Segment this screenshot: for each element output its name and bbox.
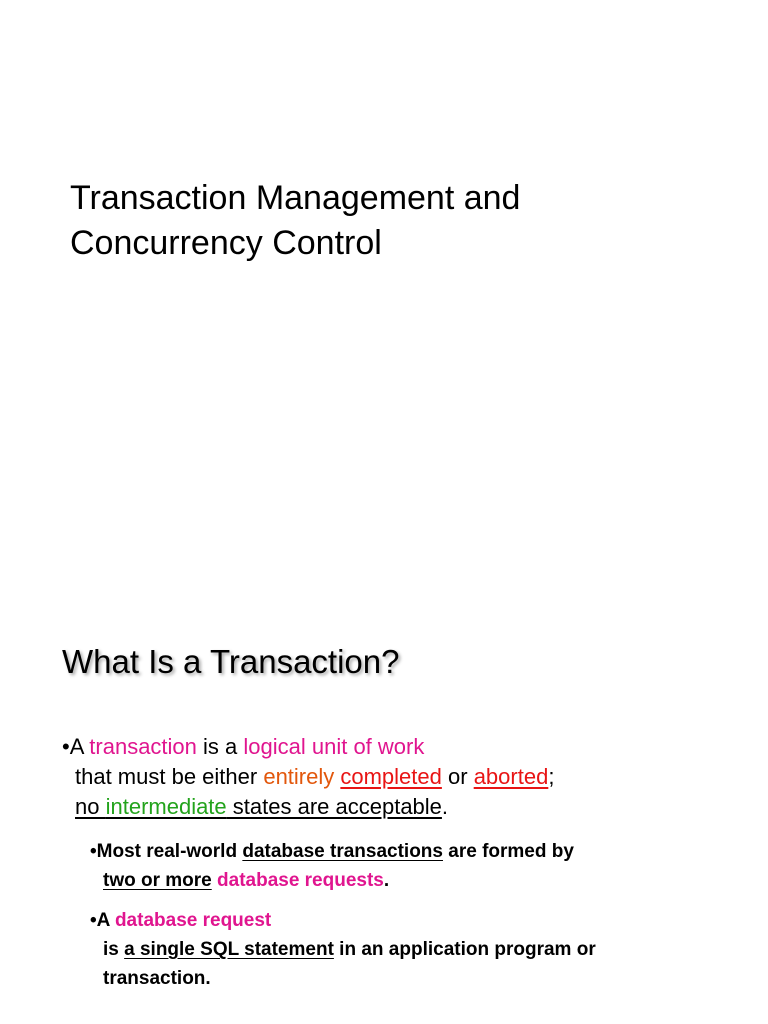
sub-bullet-real-world-transactions bbox=[90, 837, 760, 895]
term-two-or-more: two or more bbox=[103, 870, 212, 891]
underlined-phrase bbox=[75, 794, 442, 819]
term-entirely: entirely bbox=[263, 764, 335, 789]
term-aborted: aborted bbox=[473, 764, 549, 789]
bullet-line-2 bbox=[62, 762, 752, 792]
text-segment: is a bbox=[196, 734, 244, 759]
term-logical-unit-of-work: logical unit of work bbox=[243, 734, 425, 759]
text-segment: Most real-world bbox=[96, 841, 243, 862]
text-segment: in an application program or bbox=[333, 939, 596, 960]
sub-bullet-database-request bbox=[90, 906, 760, 993]
text-segment: . bbox=[441, 794, 449, 819]
slide-2-title: What Is a Transaction? bbox=[62, 643, 400, 680]
bullet-line-1 bbox=[62, 732, 752, 762]
text-segment: A bbox=[69, 734, 90, 759]
slide-1-title bbox=[70, 176, 730, 266]
sub-2-line-3: transaction. bbox=[103, 968, 211, 989]
text-segment: A bbox=[96, 910, 115, 931]
term-transaction: transaction bbox=[89, 734, 197, 759]
bullet-line-3 bbox=[62, 792, 752, 822]
text-segment: is bbox=[103, 939, 125, 960]
bullet-marker: • bbox=[90, 841, 97, 862]
text-segment: states are acceptable bbox=[226, 794, 442, 819]
bullet-marker: • bbox=[90, 910, 97, 931]
term-database-transactions: database transactions bbox=[242, 841, 443, 862]
text-segment: . bbox=[383, 870, 390, 891]
text-segment: or bbox=[441, 764, 474, 789]
bullet-transaction-definition bbox=[62, 732, 752, 822]
term-single-sql-statement: a single SQL statement bbox=[124, 939, 334, 960]
sub-2-line-1 bbox=[90, 906, 760, 935]
text-segment: are formed by bbox=[442, 841, 574, 862]
title-line-2: Concurrency Control bbox=[70, 224, 382, 262]
bullet-marker: • bbox=[62, 734, 70, 759]
term-completed: completed bbox=[340, 764, 442, 789]
term-database-request: database request bbox=[114, 910, 272, 931]
sub-1-line-1 bbox=[90, 837, 760, 866]
title-line-1: Transaction Management and bbox=[70, 179, 521, 217]
term-database-requests: database requests bbox=[217, 870, 384, 891]
slide-what-is-transaction bbox=[0, 512, 768, 1024]
sub-2-line-2 bbox=[90, 935, 760, 964]
text-segment: ; bbox=[548, 764, 555, 789]
text-segment: no bbox=[75, 794, 106, 819]
text-segment: that must be either bbox=[75, 764, 264, 789]
sub-1-line-2 bbox=[90, 866, 760, 895]
term-intermediate: intermediate bbox=[105, 794, 227, 819]
